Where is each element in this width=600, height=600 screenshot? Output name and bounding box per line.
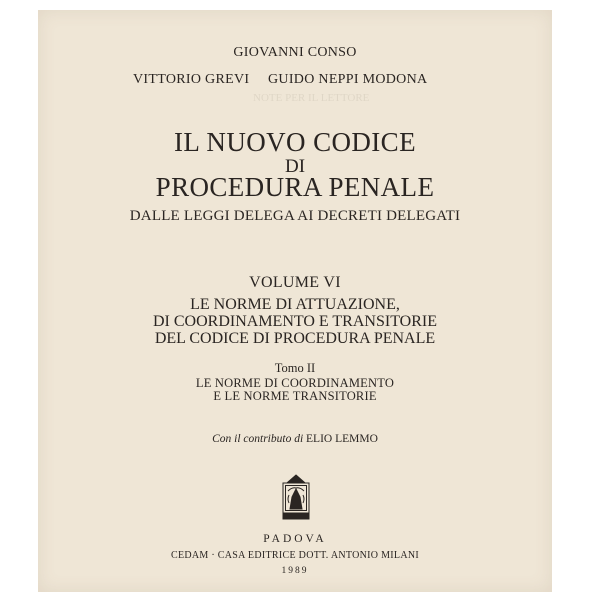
book-title-line-1: IL NUOVO CODICE (174, 127, 416, 157)
author-giovanni-conso: GIOVANNI CONSO (233, 45, 357, 60)
publisher-emblem-icon (278, 473, 314, 523)
tomo-number: Tomo II (274, 361, 316, 375)
contribution-prefix: Con il contributo di (212, 433, 304, 445)
tomo-title-line-2: E LE NORME TRANSITORIE (213, 389, 377, 403)
bleed-through-text: NOTE PER IL LETTORE (253, 92, 370, 104)
tomo-title-line-1: LE NORME DI COORDINAMENTO (195, 376, 395, 390)
volume-title-line-2: DI COORDINAMENTO E TRANSITORIE (153, 313, 437, 330)
book-title-line-2: DI (284, 156, 306, 177)
author-vittorio-grevi: VITTORIO GREVI (133, 72, 250, 87)
volume-number: VOLUME VI (249, 274, 341, 291)
imprint-publisher: CEDAM · CASA EDITRICE DOTT. ANTONIO MILANI (170, 550, 420, 561)
bleed-through-text-block (156, 248, 162, 274)
book-title-line-3: PROCEDURA PENALE (155, 172, 435, 202)
book-subtitle: DALLE LEGGI DELEGA AI DECRETI DELEGATI (129, 208, 461, 224)
contributor-name: ELIO LEMMO (306, 433, 378, 445)
imprint-year: 1989 (281, 566, 309, 576)
imprint-place: PADOVA (263, 533, 327, 545)
contribution-note (38, 433, 552, 445)
volume-title-line-1: LE NORME DI ATTUAZIONE, (190, 296, 400, 313)
title-page (38, 10, 552, 592)
author-guido-neppi-modona: GUIDO NEPPI MODONA (268, 72, 428, 87)
volume-title-line-3: DEL CODICE DI PROCEDURA PENALE (154, 330, 436, 347)
